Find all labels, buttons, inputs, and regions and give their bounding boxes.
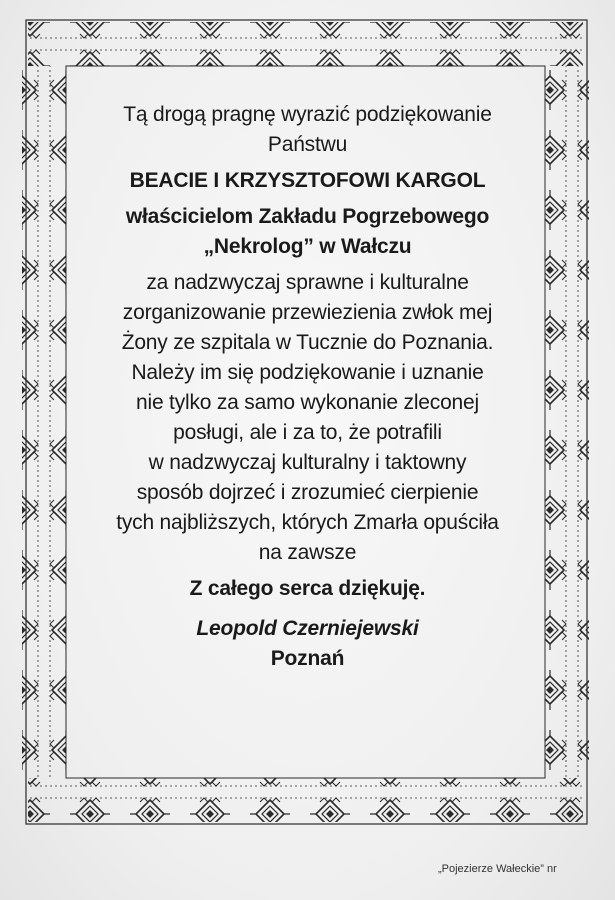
body-line: w nadzwyczaj kulturalny i taktowny (148, 451, 467, 474)
body-line: posługi, ale i za to, że potrafili (173, 421, 442, 444)
body-line: Żony ze szpitala w Tucznie do Poznania. (121, 331, 494, 354)
body-line: za nadzwyczaj sprawne i kulturalne (146, 271, 469, 294)
border-top (28, 22, 583, 66)
recipients-heading: BEACIE I KRZYSZTOFOWI KARGOL (129, 169, 486, 192)
body-line: sposób dojrzeć i zrozumieć cierpienie (136, 481, 479, 504)
source-caption: „Pojezierze Wałeckie” nr (438, 863, 557, 875)
body-line: nie tylko za samo wykonanie zleconej (136, 391, 479, 414)
signature-city: Poznań (270, 647, 345, 670)
body-line: Należy im się podziękowanie i uznanie (131, 361, 484, 384)
notice-text-block (60, 100, 555, 674)
body-line: zorganizowanie przewiezienia zwłok mej (122, 301, 493, 324)
body-line: na zawsze (258, 541, 357, 564)
intro-line-1: Tą drogą pragnę wyrazić podziękowanie (123, 103, 492, 126)
company-line-2: „Nekrolog” w Wałczu (203, 235, 412, 258)
signature-name: Leopold Czerniejewski (196, 617, 419, 640)
body-line: tych najbliższych, których Zmarła opuściła (116, 511, 499, 534)
company-line-1: właścicielom Zakładu Pogrzebowego (125, 205, 490, 228)
closing-thanks: Z całego serca dziękuję. (189, 577, 426, 600)
border-bottom (28, 778, 583, 822)
intro-line-2: Państwu (267, 133, 348, 156)
